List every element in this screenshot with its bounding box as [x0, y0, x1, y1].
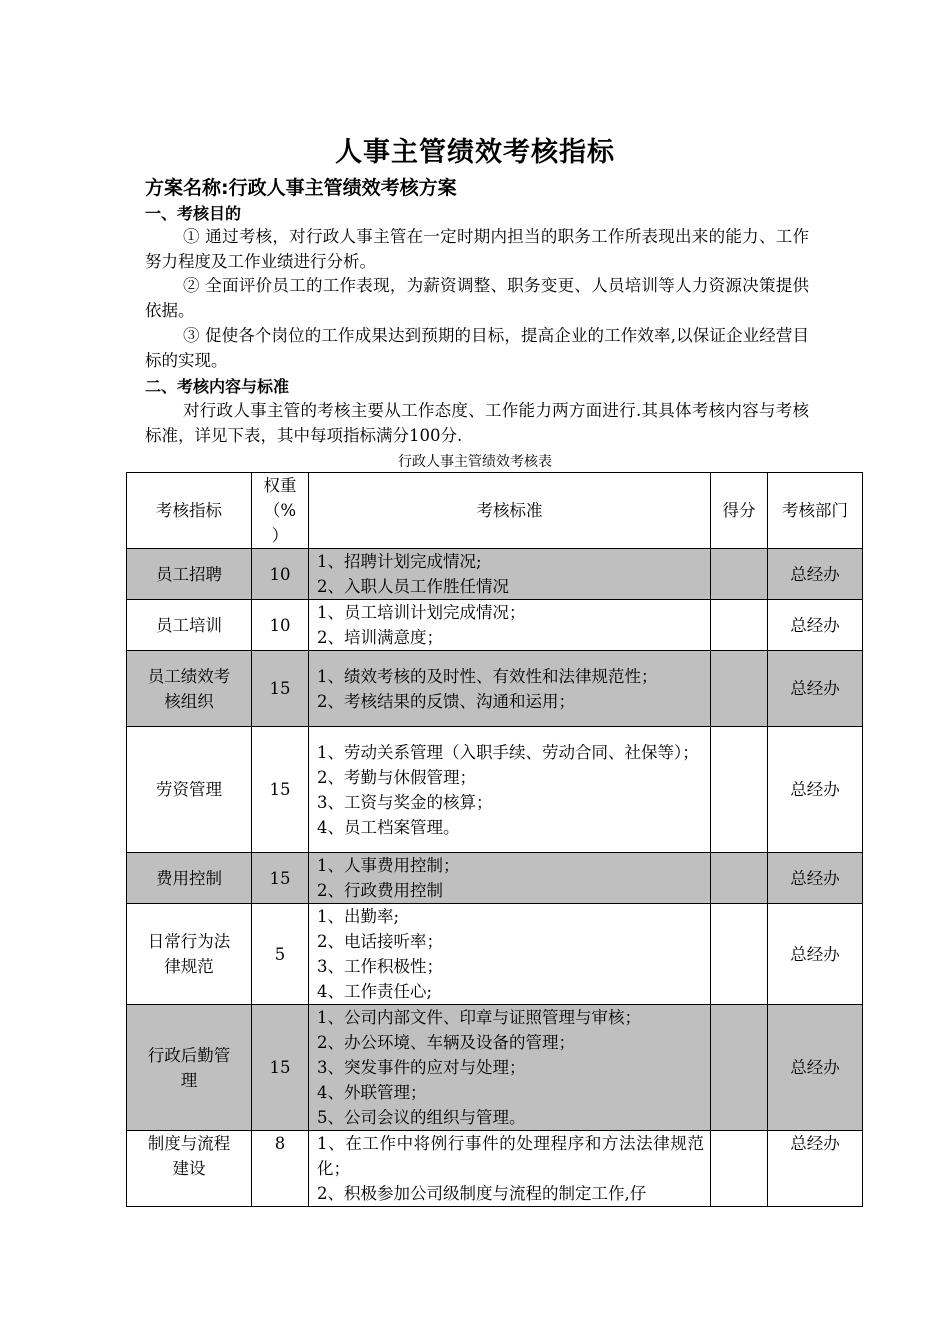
indicator-line: 费用控制 [156, 868, 222, 888]
section-heading-content: 二、考核内容与标准 [145, 377, 290, 396]
cell-standard [309, 549, 711, 600]
cell-standard [309, 904, 711, 1005]
cell-dept: 总经办 [768, 853, 863, 904]
standard-item: 3、突发事件的应对与处理； [317, 1058, 526, 1077]
indicator-line: 员工绩效考 [147, 666, 231, 686]
table-caption: 行政人事主管绩效考核表 [398, 454, 552, 470]
section-heading-purpose: 一、考核目的 [145, 204, 242, 223]
cell-indicator [127, 853, 252, 904]
cell-standard [309, 651, 711, 727]
cell-weight: 15 [252, 651, 309, 727]
standard-item: 1、劳动关系管理（入职手续、劳动合同、社保等）； [317, 742, 699, 762]
cell-score [711, 853, 768, 904]
cell-indicator [127, 1131, 252, 1207]
table-row [127, 600, 863, 651]
header-weight [252, 473, 309, 549]
standard-item: 4、工作责任心; [317, 982, 433, 1001]
indicator-line: 日常行为法 [147, 932, 231, 951]
cell-weight: 10 [252, 600, 309, 651]
standard-item: 1、招聘计划完成情况; [317, 552, 482, 571]
cell-dept: 总经办 [768, 727, 863, 853]
standard-item: 4、外联管理； [317, 1083, 427, 1102]
cell-indicator [127, 651, 252, 727]
cell-score [711, 1005, 768, 1131]
cell-weight: 15 [252, 853, 309, 904]
standard-item: 1、绩效考核的及时性、有效性和法律规范性； [317, 666, 658, 686]
cell-score [711, 600, 768, 651]
standard-item: 2、积极参加公司级制度与流程的制定工作,仔 [317, 1184, 647, 1203]
standard-item: 2、考勤与休假管理； [317, 767, 476, 787]
purpose-paragraph-1: ① 通过考核，对行政人事主管在一定时期内担当的职务工作所表现出来的能力、工作努力程度及工作业绩进行分析。 [145, 227, 809, 271]
cell-indicator [127, 549, 252, 600]
table-row [127, 549, 863, 600]
cell-indicator [127, 1005, 252, 1131]
cell-indicator [127, 600, 252, 651]
standard-item: 1、出勤率; [317, 907, 400, 926]
table-row [127, 651, 863, 727]
table-row [127, 904, 863, 1005]
cell-weight: 15 [252, 1005, 309, 1131]
indicator-line: 行政后勤管 [147, 1045, 231, 1065]
cell-standard [309, 600, 711, 651]
header-weight-line-1: 权重 [263, 476, 297, 495]
cell-score [711, 549, 768, 600]
standard-item: 2、入职人员工作胜任情况 [317, 577, 509, 596]
table-row [127, 853, 863, 904]
header-weight-line-3: ） [271, 526, 289, 545]
cell-indicator [127, 904, 252, 1005]
cell-dept: 总经办 [768, 1005, 863, 1131]
indicator-line: 律规范 [164, 957, 214, 976]
cell-weight: 15 [252, 727, 309, 853]
header-score: 得分 [711, 473, 768, 549]
table-row [127, 727, 863, 853]
cell-standard [309, 1131, 711, 1207]
standard-item: 2、办公环境、车辆及设备的管理； [317, 1033, 575, 1052]
standard-item: 2、电话接听率； [317, 932, 443, 951]
table-row [127, 1005, 863, 1131]
standard-item: 1、人事费用控制； [317, 856, 460, 875]
cell-weight: 10 [252, 549, 309, 600]
indicator-line: 理 [180, 1070, 198, 1090]
cell-score [711, 904, 768, 1005]
standard-item: 1、公司内部文件、印章与证照管理与审核； [317, 1008, 641, 1027]
cell-dept: 总经办 [768, 1131, 863, 1207]
cell-score [711, 727, 768, 853]
cell-dept: 总经办 [768, 600, 863, 651]
cell-score [711, 1131, 768, 1207]
standard-item: 3、工作积极性； [317, 957, 443, 976]
plan-name: 方案名称:行政人事主管绩效考核方案 [145, 177, 457, 199]
cell-indicator [127, 727, 252, 853]
standard-item: 2、行政费用控制 [317, 881, 443, 900]
indicator-line: 劳资管理 [156, 780, 222, 799]
purpose-paragraph-3: ③ 促使各个岗位的工作成果达到预期的目标，提高企业的工作效率,以保证企业经营目标的实现。 [145, 326, 809, 370]
standard-item: 1、在工作中将例行事件的处理程序和方法法律规范化； [317, 1134, 704, 1178]
cell-standard [309, 1005, 711, 1131]
kpi-table [126, 472, 863, 1207]
indicator-line: 制度与流程 [147, 1134, 231, 1153]
indicator-line: 核组织 [164, 691, 214, 711]
header-dept: 考核部门 [768, 473, 863, 549]
standard-item: 5、公司会议的组织与管理。 [317, 1108, 526, 1127]
content-paragraph: 对行政人事主管的考核主要从工作态度、工作能力两方面进行.其具体考核内容与考核标准，详见下表，其中每项指标满分100分. [145, 401, 809, 445]
standard-item: 1、员工培训计划完成情况； [317, 603, 526, 622]
standard-item: 4、员工档案管理。 [317, 817, 460, 837]
standard-item: 3、工资与奖金的核算； [317, 792, 493, 812]
cell-score [711, 651, 768, 727]
header-weight-line-2: （% [263, 501, 297, 520]
document-title: 人事主管绩效考核指标 [335, 137, 615, 168]
purpose-paragraph-2: ② 全面评价员工的工作表现，为薪资调整、职务变更、人员培训等人力资源决策提供依据。 [145, 276, 809, 320]
indicator-line: 建设 [172, 1159, 206, 1178]
cell-weight: 8 [252, 1131, 309, 1207]
cell-dept: 总经办 [768, 651, 863, 727]
indicator-line: 员工培训 [156, 615, 222, 635]
header-standard: 考核标准 [309, 473, 711, 549]
cell-standard [309, 853, 711, 904]
cell-standard [309, 727, 711, 853]
standard-item: 2、考核结果的反馈、沟通和运用； [317, 691, 575, 711]
cell-weight: 5 [252, 904, 309, 1005]
cell-dept: 总经办 [768, 904, 863, 1005]
header-indicator: 考核指标 [127, 473, 252, 549]
cell-dept: 总经办 [768, 549, 863, 600]
indicator-line: 员工招聘 [156, 564, 222, 584]
standard-item: 2、培训满意度； [317, 628, 443, 647]
table-header-row [127, 473, 863, 549]
table-row [127, 1131, 863, 1207]
